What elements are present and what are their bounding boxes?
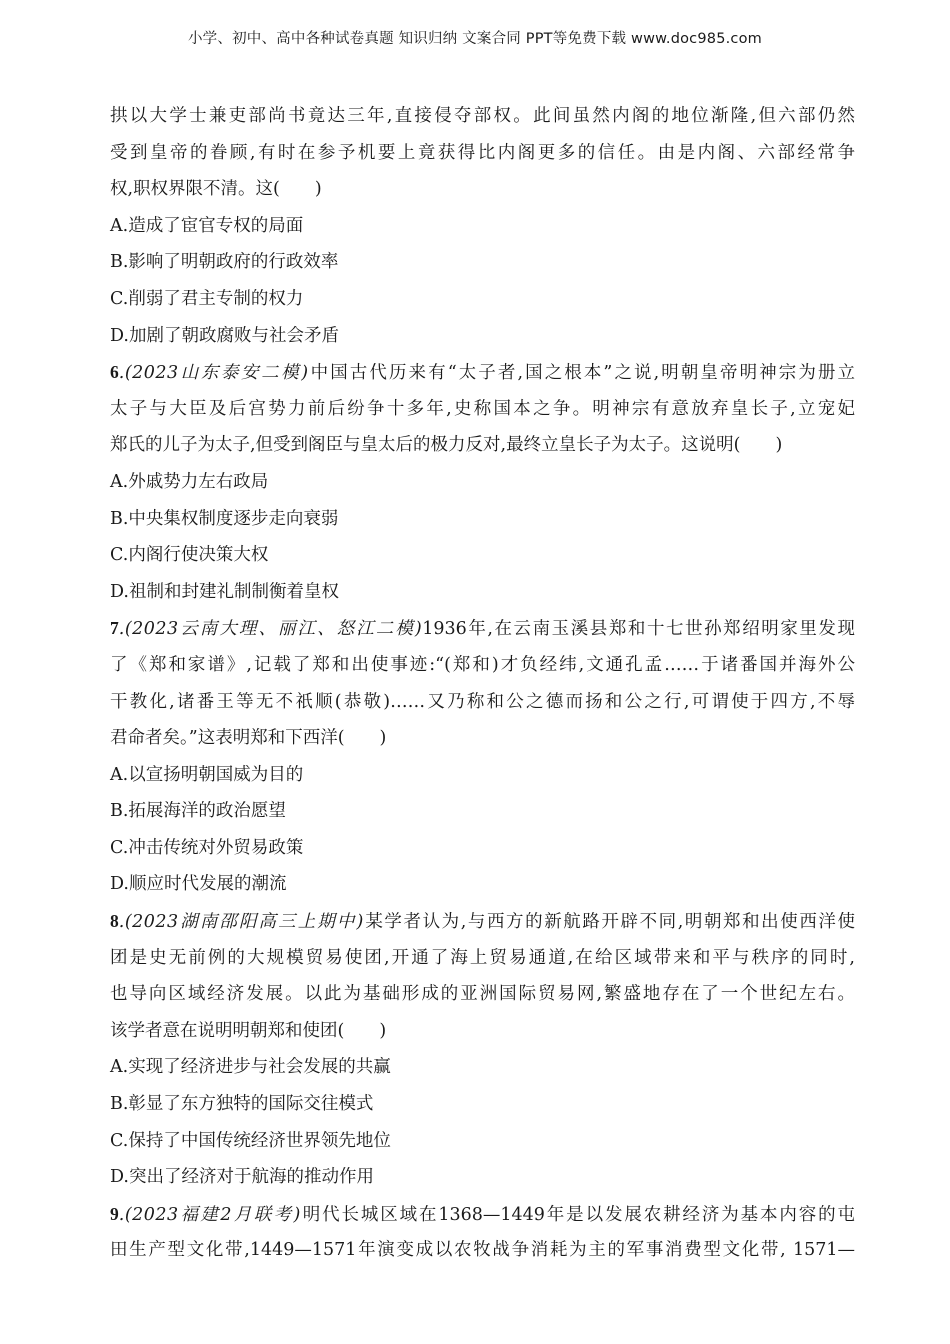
question-6-text-1: 中国古代历来有“太子者,国之根本”之说,明朝皇帝明神宗为册立 [308,363,855,384]
question-7-line-4: 君命者矣。”这表明郑和下西洋( ) [110,728,387,749]
question-7-option-b: B.拓展海洋的政治愿望 [110,801,286,822]
question-9-number: 9 [110,1203,119,1224]
question-8-number: 8 [110,911,119,932]
question-8-option-c: C.保持了中国传统经济世界领先地位 [110,1130,391,1151]
question-8-line-4: 该学者意在说明明朝郑和使团( ) [110,1020,387,1041]
question-6-source: .(2023山东泰安二模) [118,363,309,384]
question-9 [110,1196,855,1269]
question-6-option-d: D.祖制和封建礼制制衡着皇权 [110,581,339,602]
question-5-line-2: 受到皇帝的眷顾,有时在参予机要上竟获得比内阁更多的信任。由是内阁、六部经常争 [110,142,855,163]
question-5-option-a: A.造成了宦官专权的局面 [110,215,304,236]
exam-content [110,98,855,1269]
question-6-line-3: 郑氏的儿子为太子,但受到阁臣与皇太后的极力反对,最终立皇长子为太子。这说明( ) [110,435,783,456]
question-7-option-d: D.顺应时代发展的潮流 [110,874,287,895]
question-6 [110,354,855,610]
question-5-line-3: 权,职权界限不清。这( ) [110,179,322,200]
question-5-line-1: 拱以大学士兼吏部尚书竟达三年,直接侵夺部权。此间虽然内阁的地位渐隆,但六部仍然 [110,106,855,126]
question-7-number: 7 [110,618,119,639]
question-7-source: .(2023云南大理、丽江、怒江二模) [118,619,423,640]
question-8-option-d: D.突出了经济对于航海的推动作用 [110,1167,374,1188]
question-6-option-b: B.中央集权制度逐步走向衰弱 [110,508,339,529]
question-8-option-a: A.实现了经济进步与社会发展的共赢 [110,1057,391,1078]
question-6-number: 6 [110,362,119,383]
question-8-text-1: 某学者认为,与西方的新航路开辟不同,明朝郑和出使西洋使 [363,912,855,933]
question-6-option-a: A.外戚势力左右政局 [110,471,269,492]
question-8-line-3: 也导向区域经济发展。以此为基础形成的亚洲国际贸易网,繁盛地存在了一个世纪左右。 [110,984,855,1005]
question-9-source: .(2023福建2月联考) [118,1204,301,1225]
question-8 [110,903,855,1196]
question-7-text-1: 1936年,在云南玉溪县郑和十七世孙郑绍明家里发现 [422,619,855,640]
question-9-text-1: 明代长城区域在1368—1449年是以发展农耕经济为基本内容的屯 [300,1204,855,1225]
question-9-line-2: 田生产型文化带,1449—1571年演变成以农牧战争消耗为主的军事消费型文化带, 1571— [110,1240,855,1261]
question-6-line-1 [110,354,855,391]
question-7-line-3: 干教化,诸番王等无不祇顺(恭敬)……又乃称和公之德而扬和公之行,可谓使于四方,不辱 [110,691,855,712]
question-5-option-c: C.削弱了君主专制的权力 [110,288,304,309]
question-8-option-b: B.彰显了东方独特的国际交往模式 [110,1094,374,1115]
question-7-option-a: A.以宣扬明朝国威为目的 [110,764,304,785]
question-8-line-2: 团是史无前例的大规模贸易使团,开通了海上贸易通道,在给区域带来和平与秩序的同时, [110,947,855,968]
question-5-option-d: D.加剧了朝政腐败与社会矛盾 [110,325,339,346]
question-6-option-c: C.内阁行使决策大权 [110,545,269,566]
page-header: 小学、初中、高中各种试卷真题 知识归纳 文案合同 PPT等免费下载 www.doc985.com [187,31,763,47]
question-5 [110,98,855,354]
question-8-line-1 [110,903,855,940]
question-7-line-1 [110,610,855,647]
question-5-option-b: B.影响了明朝政府的行政效率 [110,252,339,273]
question-7 [110,610,855,903]
question-6-line-2: 太子与大臣及后宫势力前后纷争十多年,史称国本之争。明神宗有意放弃皇长子,立宠妃 [110,398,855,419]
question-7-option-c: C.冲击传统对外贸易政策 [110,837,304,858]
question-9-line-1 [110,1196,855,1233]
question-7-line-2: 了《郑和家谱》,记载了郑和出使事迹:“(郑和)才负经纬,文通孔孟……于诸番国并海外公 [110,654,855,675]
question-8-source: .(2023湖南邵阳高三上期中) [118,912,364,933]
